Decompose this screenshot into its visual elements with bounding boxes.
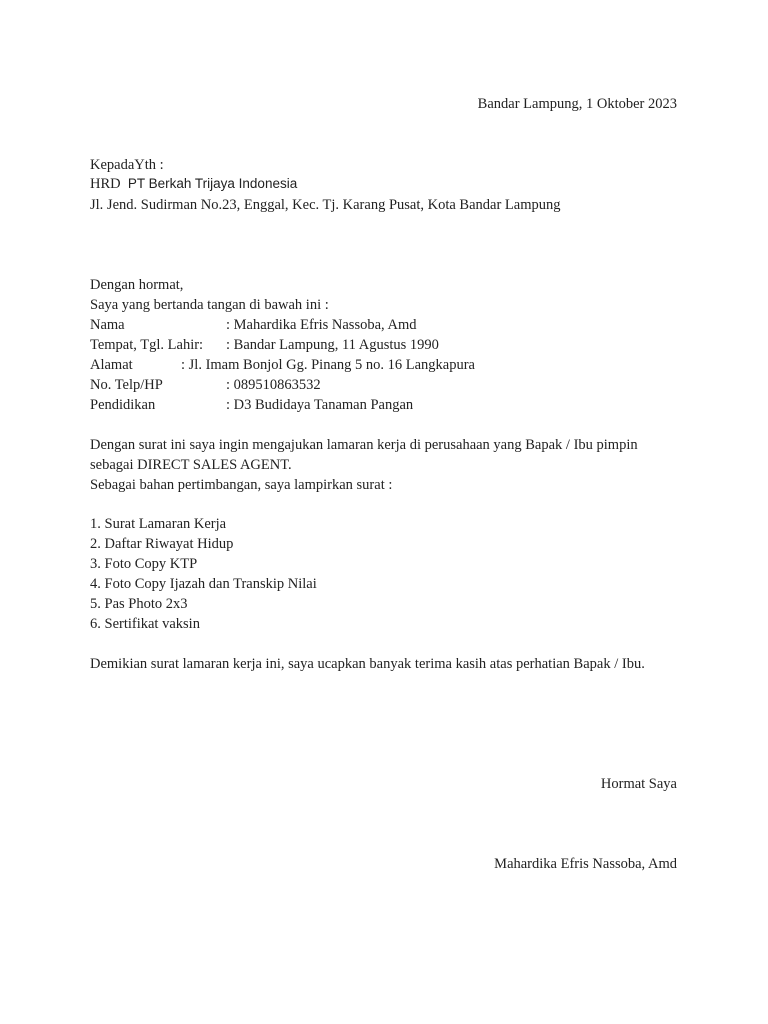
attachment-item: 1. Surat Lamaran Kerja — [90, 516, 227, 532]
body-paragraph-line: Sebagai bahan pertimbangan, saya lampirkan surat : — [90, 477, 393, 493]
closing-paragraph: Demikian surat lamaran kerja ini, saya ucapkan banyak terima kasih atas perhatian Bapak / Ibu. — [90, 656, 645, 672]
recipient-hrd: HRD — [90, 176, 121, 192]
identity-label: No. Telp/HP — [90, 377, 163, 393]
identity-label: Pendidikan — [90, 397, 156, 413]
recipient-address: Jl. Jend. Sudirman No.23, Enggal, Kec. Tj. Karang Pusat, Kota Bandar Lampung — [90, 197, 561, 213]
identity-row-birth — [90, 335, 439, 355]
body-paragraph-line: Dengan surat ini saya ingin mengajukan lamaran kerja di perusahaan yang Bapak / Ibu pimpin — [90, 437, 638, 453]
regards: Hormat Saya — [600, 776, 677, 792]
identity-value: : Bandar Lampung, 11 Agustus 1990 — [226, 337, 439, 353]
identity-row-name — [90, 315, 417, 335]
identity-row-address — [90, 355, 475, 375]
place-date: Bandar Lampung, 1 Oktober 2023 — [477, 96, 677, 112]
attachment-item: 5. Pas Photo 2x3 — [90, 596, 188, 612]
identity-label: Alamat — [90, 357, 133, 373]
identity-value: : Jl. Imam Bonjol Gg. Pinang 5 no. 16 Langkapura — [181, 357, 475, 373]
recipient-salutation: KepadaYth : — [90, 157, 164, 173]
recipient-company: PT Berkah Trijaya Indonesia — [127, 176, 298, 191]
body-paragraph-line: sebagai DIRECT SALES AGENT. — [90, 457, 292, 473]
identity-value: : 089510863532 — [226, 377, 321, 393]
signature-name: Mahardika Efris Nassoba, Amd — [494, 856, 677, 872]
identity-label: Tempat, Tgl. Lahir: — [90, 337, 204, 353]
identity-value: : D3 Budidaya Tanaman Pangan — [226, 397, 414, 413]
identity-label: Nama — [90, 317, 125, 333]
attachment-item: 2. Daftar Riwayat Hidup — [90, 536, 234, 552]
attachment-item: 3. Foto Copy KTP — [90, 556, 198, 572]
greeting: Dengan hormat, — [90, 277, 184, 293]
attachment-item: 4. Foto Copy Ijazah dan Transkip Nilai — [90, 576, 317, 592]
attachment-item: 6. Sertifikat vaksin — [90, 616, 200, 632]
identity-value: : Mahardika Efris Nassoba, Amd — [226, 317, 417, 333]
identity-row-phone — [90, 375, 321, 395]
recipient-company-line — [90, 174, 297, 194]
identity-row-education — [90, 395, 414, 415]
intro-text: Saya yang bertanda tangan di bawah ini : — [90, 297, 329, 313]
